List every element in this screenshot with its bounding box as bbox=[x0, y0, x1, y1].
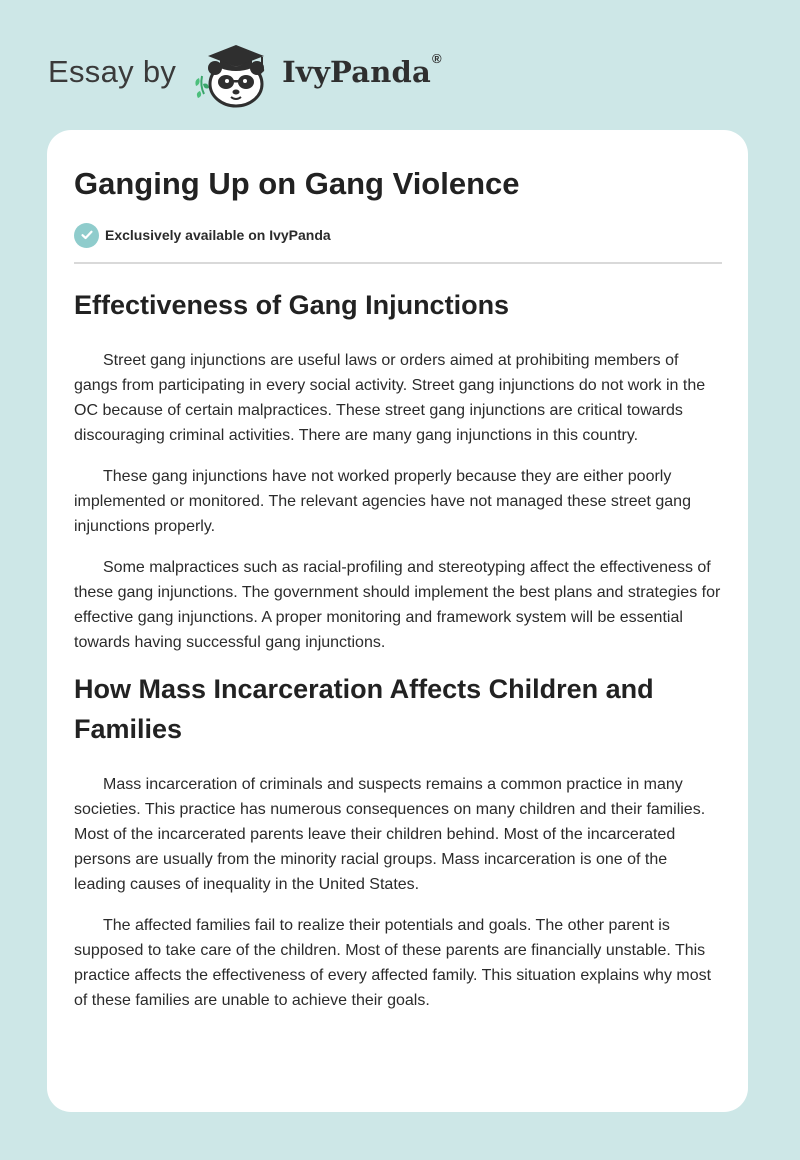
section-heading: Effectiveness of Gang Injunctions bbox=[74, 290, 510, 320]
paragraph: These gang injunctions have not worked properly because they are either poorly implemented or monitored. The relevant agencies have not managed these street gang injunctions properly. bbox=[74, 468, 691, 535]
brand-name: IvyPanda® bbox=[282, 51, 442, 89]
check-circle-icon bbox=[74, 223, 99, 248]
paragraph: Some malpractices such as racial-profiling and stereotyping affect the effectiveness of these gang injunctions. The government should implement the best plans and strategies for effective gang injunctions. A proper monitoring and framework system will be essential towards having successful gang injunctions. bbox=[74, 559, 721, 651]
paragraph: The affected families fail to realize their potentials and goals. The other parent is supposed to take care of the children. Most of these parents are financially unstable. This practice affects the effectiveness of every affected family. This situation explains why most of these families are unable to achieve their goals. bbox=[74, 917, 712, 1009]
registered-mark: ® bbox=[432, 51, 442, 66]
page-title: Ganging Up on Gang Violence bbox=[74, 166, 520, 201]
essay-by-label: Essay by bbox=[48, 54, 177, 89]
section-body bbox=[74, 348, 722, 655]
section-heading: How Mass Incarceration Affects Children and Families bbox=[74, 674, 654, 744]
section-body bbox=[74, 772, 722, 1013]
paragraph: Street gang injunctions are useful laws or orders aimed at prohibiting members of gangs from participating in every social activity. Street gang injunctions do not work in the OC because of certain malpractices. These street gang injunctions are critical towards discouraging criminal activities. There are many gang injunctions in this country. bbox=[74, 352, 706, 444]
exclusive-badge-label: Exclusively available on IvyPanda bbox=[105, 227, 331, 243]
title-divider bbox=[74, 262, 722, 264]
site-header bbox=[48, 36, 442, 108]
essay-content bbox=[47, 130, 748, 1013]
essay-card bbox=[47, 130, 748, 1112]
panda-graduate-icon bbox=[190, 36, 276, 108]
paragraph: Mass incarceration of criminals and suspects remains a common practice in many societies. This practice has numerous consequences on many children and their families. Most of the incarcerated parents leave their children behind. Most of the incarcerated persons are usually from the minority racial groups. Mass incarceration is one of the leading causes of inequality in the United States. bbox=[74, 776, 706, 893]
exclusive-badge bbox=[74, 222, 722, 248]
